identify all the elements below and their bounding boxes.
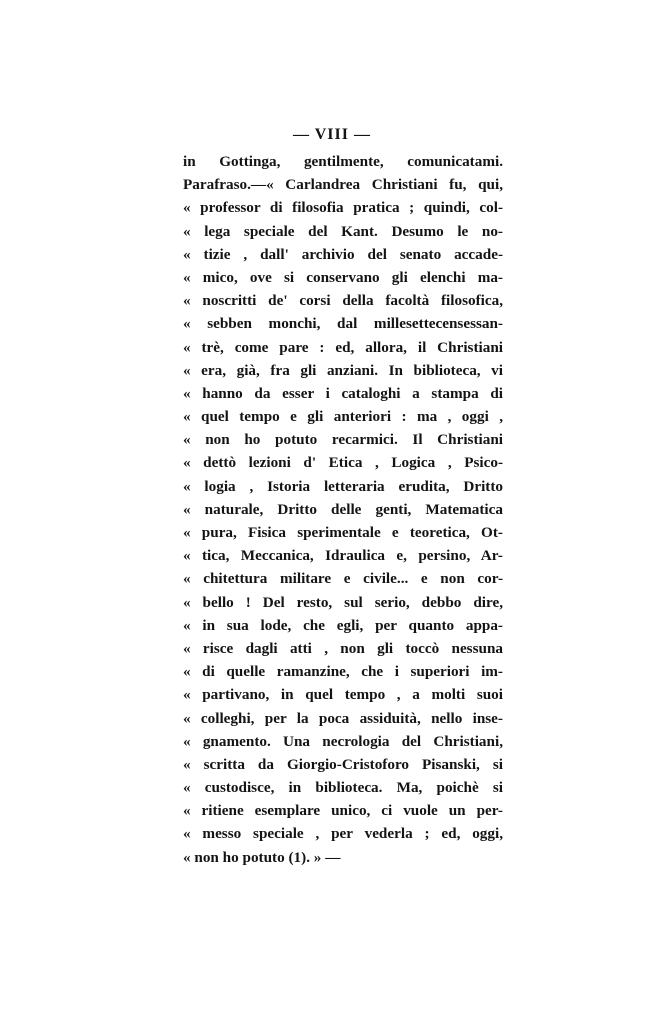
text-line: « tica, Meccanica, Idraulica e, persino, Ar- <box>183 547 503 565</box>
text-line: « lega speciale del Kant. Desumo le no- <box>183 222 503 240</box>
page-number: — VIII — <box>293 126 371 143</box>
text-line: « di quelle ramanzine, che i superiori im- <box>183 663 503 681</box>
text-line: « mico, ove si conservano gli elenchi ma- <box>183 268 503 286</box>
text-line: « hanno da esser i cataloghi a stampa di <box>183 384 503 402</box>
text-line: « dettò lezioni d' Etica , Logica , Psico- <box>183 454 503 472</box>
text-line: « colleghi, per la poca assiduità, nello inse- <box>183 709 503 727</box>
text-line: « sebben monchi, dal millesettecensessan- <box>183 315 503 333</box>
body-text <box>183 150 503 869</box>
text-line: « non ho potuto (1). » — <box>183 848 341 866</box>
text-line: « tizie , dall' archivio del senato accade- <box>183 245 503 263</box>
text-line: « naturale, Dritto delle genti, Matematica <box>183 500 503 518</box>
text-line: « logia , Istoria letteraria erudita, Dritto <box>183 477 503 495</box>
text-line: « in sua lode, che egli, per quanto appa- <box>183 616 503 634</box>
text-line: « ritiene esemplare unico, ci vuole un per- <box>183 802 503 820</box>
text-line: « risce dagli atti , non gli toccò nessuna <box>183 639 503 657</box>
text-line: « gnamento. Una necrologia del Christiani, <box>183 732 503 750</box>
text-line: « bello ! Del resto, sul serio, debbo dire, <box>183 593 503 611</box>
text-line: « noscritti de' corsi della facoltà filosofica, <box>183 292 503 310</box>
text-line: « messo speciale , per vederla ; ed, oggi, <box>183 825 503 843</box>
text-line: « era, già, fra gli anziani. In biblioteca, vi <box>183 361 503 379</box>
text-line: Parafraso.—« Carlandrea Christiani fu, qui, <box>183 176 503 194</box>
text-line: « scritta da Giorgio-Cristoforo Pisanski, si <box>183 755 503 773</box>
text-line: « custodisce, in biblioteca. Ma, poichè si <box>183 779 503 797</box>
text-line: in Gottinga, gentilmente, comunicatami. <box>183 153 503 170</box>
text-line: « non ho potuto recarmici. Il Christiani <box>183 431 503 449</box>
text-line: « professor di filosofia pratica ; quindi, col- <box>183 199 503 217</box>
text-line: « partivano, in quel tempo , a molti suoi <box>183 686 503 704</box>
text-line: « pura, Fisica sperimentale e teoretica, Ot- <box>183 524 503 541</box>
text-line: « quel tempo e gli anteriori : ma , oggi , <box>183 408 503 426</box>
text-line: « trè, come pare : ed, allora, il Christiani <box>183 338 503 356</box>
text-line: « chitettura militare e civile... e non cor- <box>183 570 503 588</box>
